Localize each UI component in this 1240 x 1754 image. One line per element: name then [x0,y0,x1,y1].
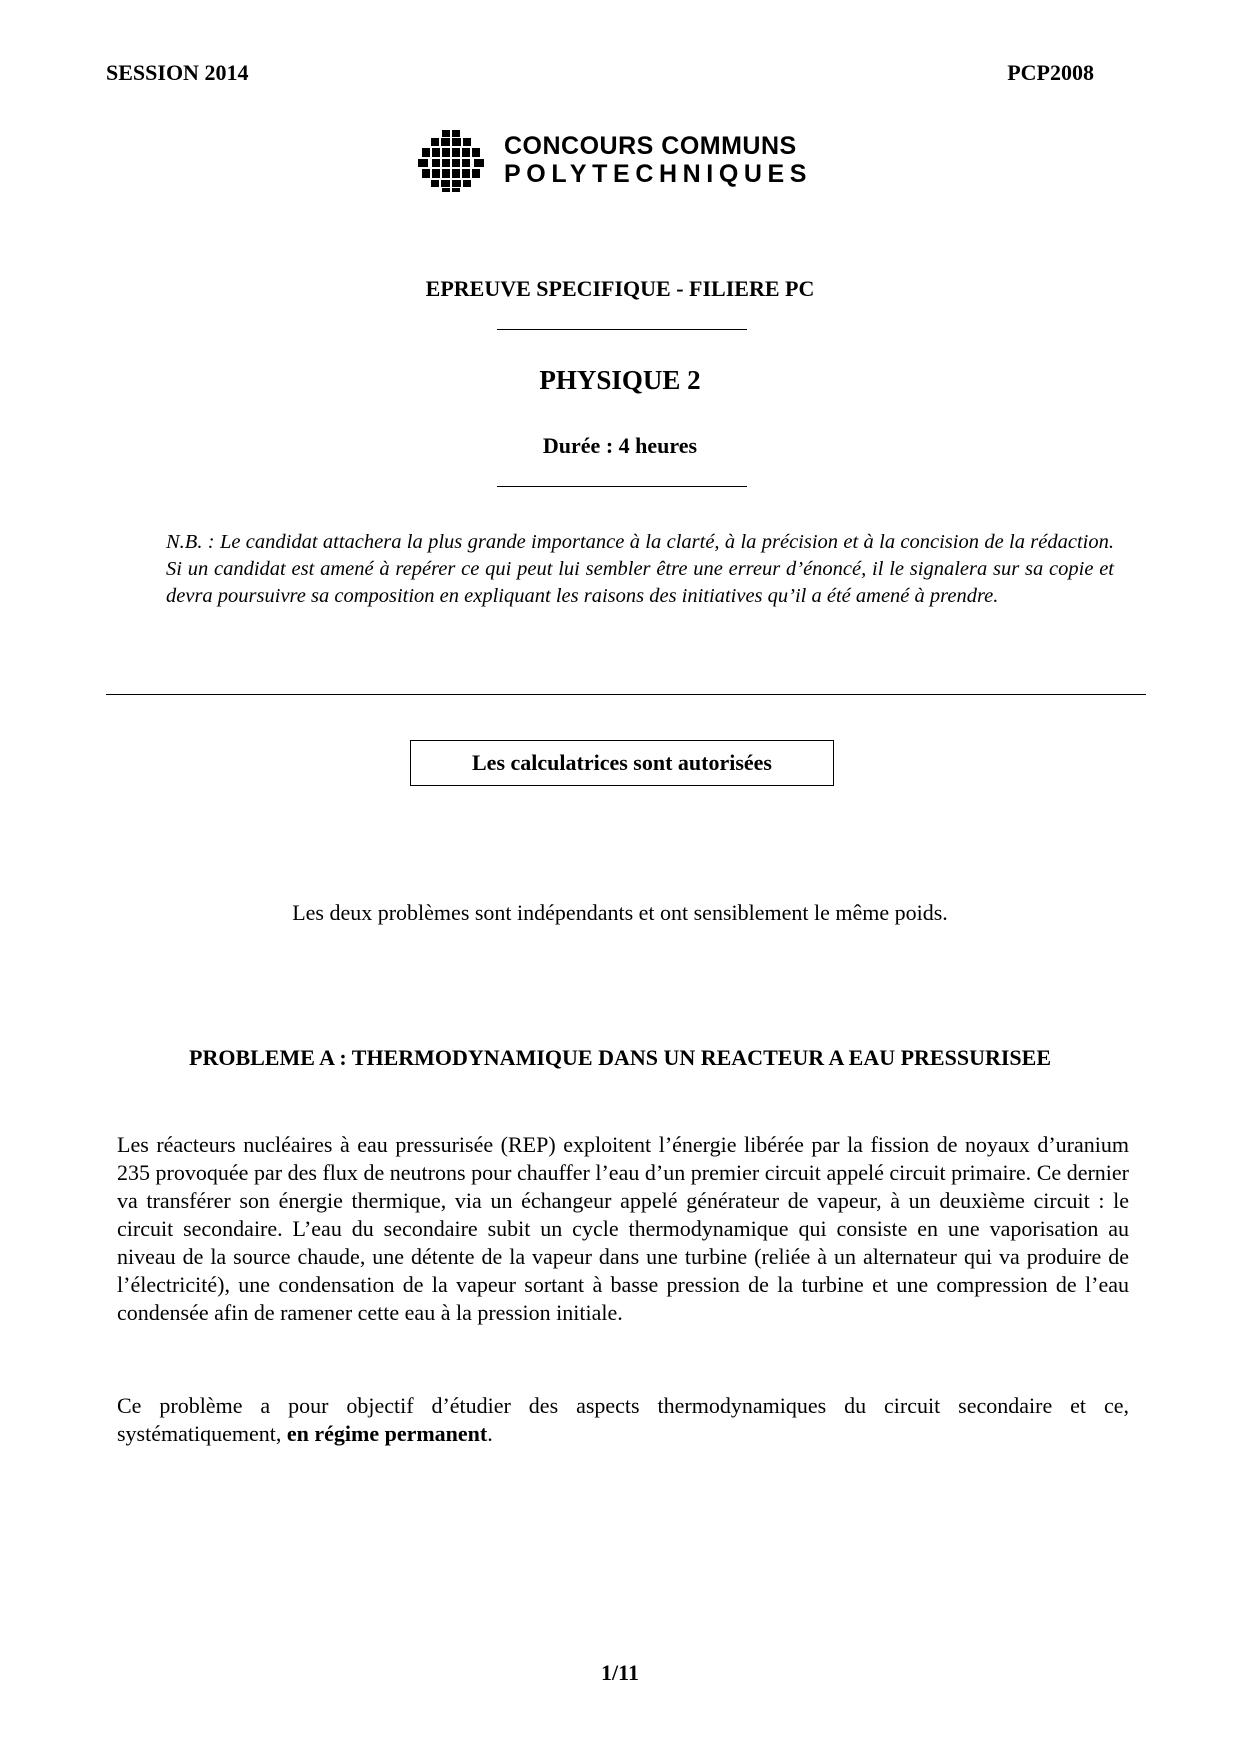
session-label: SESSION 2014 [106,60,249,85]
exam-type: EPREUVE SPECIFIQUE - FILIERE PC [425,276,815,301]
paragraph-2-start: Ce problème a pour objectif d’étudier des aspects thermodynamiques du circuit secondaire et ce, systématiquement, [117,1393,1129,1446]
divider-2 [497,486,747,487]
globe-grid-icon [418,128,486,192]
page-number: 1/11 [601,1660,639,1685]
problem-a-paragraph-1: Les réacteurs nucléaires à eau pressurisée (REP) exploitent l’énergie libérée par la fission de noyaux d’uranium 235 provoquée par des flux de neutrons pour chauffer l’eau d’un premier circuit appelé circuit primaire. Ce dernier va transférer son énergie thermique, via un échangeur appelé générateur de vapeur, à un deuxième circuit : le circuit secondaire. L’eau du secondaire subit un cycle thermodynamique qui consiste en une vaporisation au niveau de la source chaude, une détente de la vapeur dans une turbine (reliée à un alternateur qui va produire de l’électricité), une condensation de la vapeur sortant à basse pression de la turbine et une compression de l’eau condensée afin de ramener cette eau à la pression initiale. [117,1132,1129,1325]
logo [418,128,818,192]
exam-code: PCP2008 [1007,60,1094,85]
section-divider [106,694,1146,695]
calculators-notice-box [410,740,834,786]
exam-subject: PHYSIQUE 2 [539,365,701,395]
logo-line-1: CONCOURS COMMUNS [504,132,797,160]
notice-paragraph: N.B. : Le candidat attachera la plus grande importance à la clarté, à la précision et à la concision de la rédaction. Si un candidat est amené à repérer ce qui peut lui sembler être une erreur d’énoncé, il le signalera sur sa copie et devra poursuivre sa composition en expliquant les raisons des initiatives qu’il a été amené à prendre. [166,531,1114,607]
logo-text [504,132,812,188]
problem-a-title: PROBLEME A : THERMODYNAMIQUE DANS UN REACTEUR A EAU PRESSURISEE [189,1045,1051,1070]
problem-a-paragraph-2 [117,1392,1129,1448]
exam-duration: Durée : 4 heures [542,433,698,458]
calculators-notice: Les calculatrices sont autorisées [472,750,772,775]
divider-1 [497,329,747,330]
logo-line-2: POLYTECHNIQUES [504,160,813,188]
paragraph-2-emphasis: en régime permanent [286,1421,488,1446]
paragraph-2-end: . [487,1421,493,1446]
intro-sentence: Les deux problèmes sont indépendants et ont sensiblement le même poids. [292,900,948,925]
